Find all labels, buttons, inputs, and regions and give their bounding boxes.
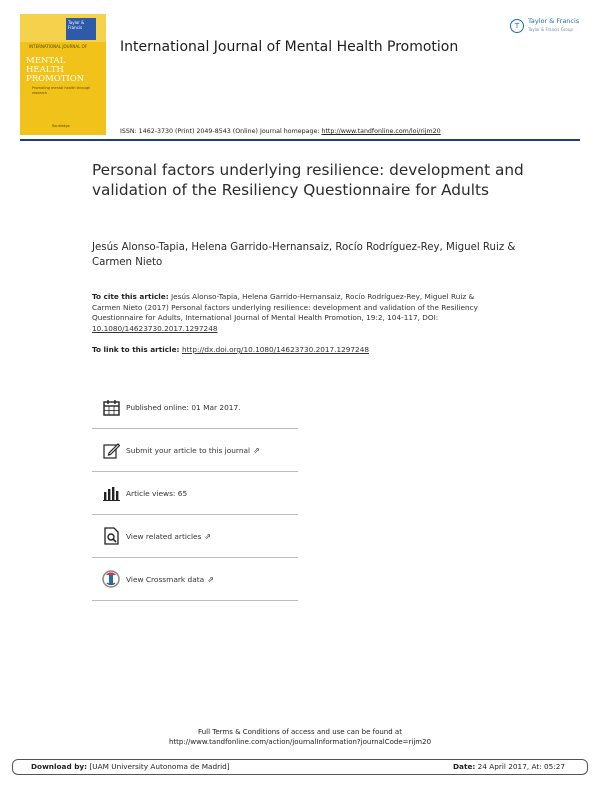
edit-icon [100, 440, 122, 460]
external-link-icon: ⇗ [204, 531, 212, 541]
crossmark-label[interactable] [126, 575, 214, 584]
terms-note [0, 727, 600, 747]
article-title: Personal factors underlying resilience: development and validation of the Resiliency Questionnaire for Adults [92, 161, 524, 199]
publisher-logo-text [528, 18, 579, 33]
crossmark-icon [100, 569, 122, 589]
external-link-icon: ⇗ [253, 445, 260, 455]
published-online-row [92, 386, 298, 429]
journal-title: International Journal of Mental Health Promotion [120, 39, 459, 55]
terms-line-1: Full Terms & Conditions of access and use can be found at [198, 728, 402, 736]
article-authors: Jesús Alonso-Tapia, Helena Garrido-Hernansaiz, Rocío Rodríguez-Rey, Miguel Ruiz & Carmen Nieto [92, 242, 516, 268]
issn-text: ISSN: 1462-3730 (Print) 2049-8543 (Online) Journal homepage: [120, 128, 322, 135]
citation-text: Jesús Alonso-Tapia, Helena Garrido-Hernansaiz, Rocío Rodríguez-Rey, Miguel Ruiz & Carmen Nieto (2017) Personal factors underlying resilience: development and validation of the Resiliency Questionnaire for Adults, International Journal of Mental Health Promotion, 19:2, 104-117, DOI: [92, 292, 478, 322]
submit-article-row[interactable] [92, 429, 298, 472]
bar-chart-icon [100, 483, 122, 503]
article-actions [92, 386, 298, 601]
article-views-label: Article views: 65 [126, 488, 188, 498]
citation-label: To cite this article: [92, 292, 169, 301]
related-articles-text[interactable]: View related articles [126, 531, 202, 541]
publisher-logo [510, 18, 579, 33]
download-date-value: 24 April 2017, At: 05:27 [475, 762, 566, 771]
article-link-row [92, 345, 369, 354]
submit-article-text[interactable]: Submit your article to this journal [126, 445, 251, 455]
journal-cover-image [20, 14, 106, 135]
downloaded-by-value: [UAM University Autonoma de Madrid] [87, 762, 230, 771]
downloaded-by-label: Download by: [31, 762, 88, 771]
calendar-icon [100, 397, 122, 417]
article-views-row [92, 472, 298, 515]
journal-homepage-link[interactable]: http://www.tandfonline.com/loi/rijm20 [321, 128, 441, 135]
download-info-bar [12, 759, 588, 775]
publisher-logo-icon: T [510, 19, 524, 33]
external-link-icon: ⇗ [207, 574, 214, 584]
cover-subtitle: Promoting mental health through research [32, 86, 91, 95]
document-search-icon [100, 526, 122, 546]
submit-article-label[interactable] [126, 446, 260, 455]
article-doi-url[interactable]: http://dx.doi.org/10.1080/14623730.2017.1297248 [182, 345, 369, 354]
publisher-logo-sub: Taylor & Francis Group [528, 26, 573, 32]
terms-url[interactable]: http://www.tandfonline.com/action/journalInformation?journalCode=rijm20 [168, 738, 432, 746]
downloaded-by [31, 762, 230, 771]
publisher-logo-main: Taylor & Francis [528, 17, 580, 25]
download-date [453, 762, 565, 771]
cover-publisher-logo: Taylor & Francis [66, 18, 96, 40]
cover-top-text: INTERNATIONAL JOURNAL OF [29, 44, 88, 49]
download-date-label: Date: [453, 762, 476, 771]
cover-footer: Routledge [52, 124, 70, 128]
crossmark-row[interactable] [92, 558, 298, 601]
crossmark-text[interactable]: View Crossmark data [126, 574, 205, 584]
published-online-label: Published online: 01 Mar 2017. [126, 402, 241, 412]
cover-title: MENTAL HEALTH PROMOTION [26, 56, 85, 84]
link-label: To link to this article: [92, 345, 183, 354]
header-divider [20, 139, 580, 141]
related-articles-label[interactable] [126, 532, 211, 541]
citation-block [92, 292, 492, 334]
related-articles-row[interactable] [92, 515, 298, 558]
issn-line [120, 128, 441, 135]
citation-doi-link[interactable]: 10.1080/14623730.2017.1297248 [92, 323, 218, 333]
